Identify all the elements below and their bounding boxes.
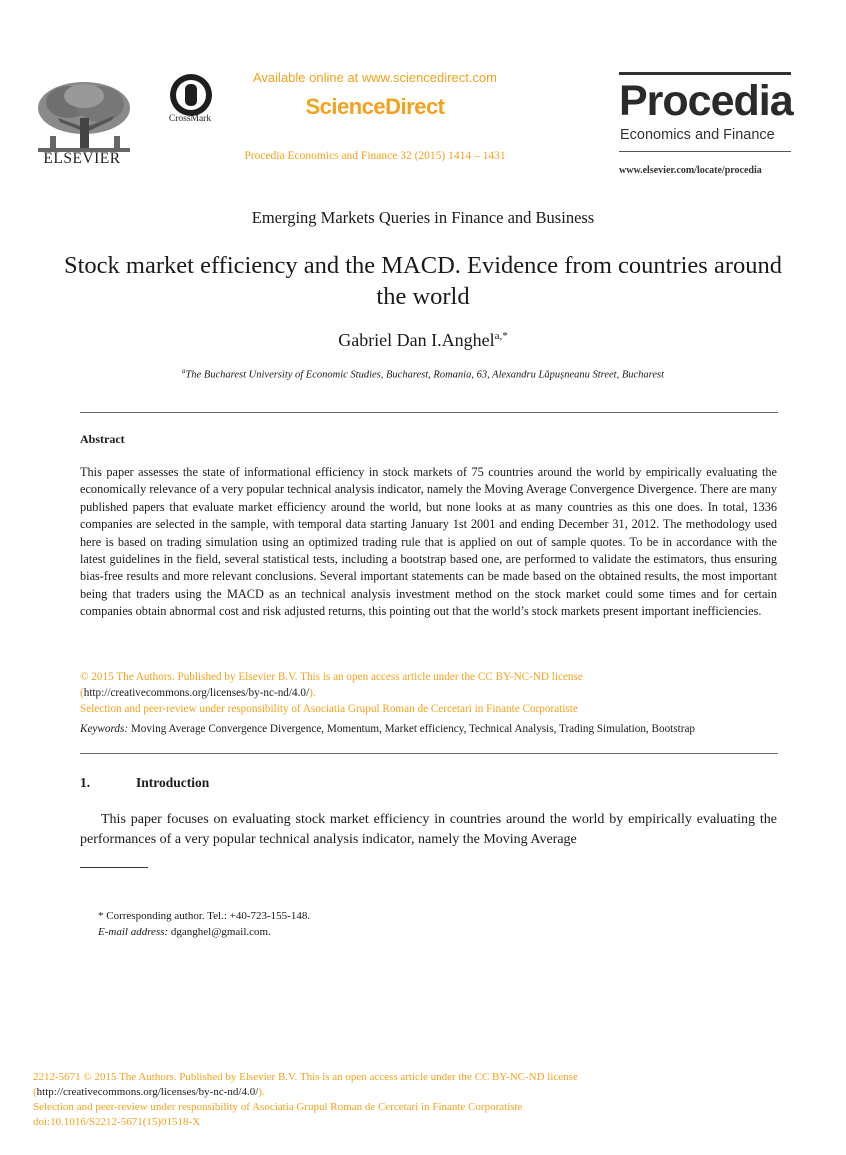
license-close-paren: ). bbox=[309, 687, 316, 699]
footer-peer-review: Selection and peer-review under responsibility of Asociatia Grupul Roman de Cercetari in Finante Corporatiste bbox=[33, 1101, 523, 1113]
procedia-top-rule bbox=[619, 72, 791, 75]
affiliation-mark: a bbox=[181, 367, 186, 375]
doi[interactable]: doi:10.1016/S2212-5671(15)01518-X bbox=[33, 1116, 201, 1128]
email-address[interactable]: dganghel@gmail.com. bbox=[170, 926, 271, 938]
issn-line: 2212-5671 © 2015 The Authors. Published by Elsevier B.V. This is an open access article under the CC BY-NC-ND license bbox=[33, 1071, 578, 1083]
license-block bbox=[80, 669, 780, 717]
license-open-paren: ( bbox=[80, 687, 84, 699]
procedia-subtitle: Economics and Finance bbox=[620, 127, 775, 143]
affiliation bbox=[0, 367, 846, 381]
author-line bbox=[0, 330, 846, 351]
keywords-label: Keywords: bbox=[80, 723, 129, 735]
abstract-bottom-rule bbox=[80, 753, 778, 754]
journal-reference: Procedia Economics and Finance 32 (2015) 1414 – 1431 bbox=[244, 150, 506, 162]
author-name: Gabriel Dan I.Anghel bbox=[338, 330, 495, 350]
section-number: 1. bbox=[80, 775, 91, 790]
corresponding-author: * Corresponding author. Tel.: +40-723-155-148. bbox=[98, 910, 311, 922]
elsevier-wordmark: ELSEVIER bbox=[43, 150, 121, 167]
abstract-heading: Abstract bbox=[80, 432, 125, 446]
page-title: Stock market efficiency and the MACD. Evidence from countries around the world bbox=[64, 252, 782, 310]
license-link[interactable]: http://creativecommons.org/licenses/by-nc-nd/4.0/ bbox=[83, 687, 310, 699]
crossmark-label: CrossMark bbox=[168, 114, 212, 124]
introduction-text: This paper focuses on evaluating stock market efficiency in countries around the world by empirically evaluating the performances of a very popular technical analysis indicator, namely the Moving Average bbox=[80, 812, 777, 847]
sciencedirect-logo[interactable]: ScienceDirect bbox=[305, 94, 445, 119]
procedia-bottom-rule bbox=[619, 151, 791, 152]
footnote bbox=[98, 908, 310, 940]
author-marks: a,* bbox=[494, 330, 508, 342]
license-line: © 2015 The Authors. Published by Elsevier B.V. This is an open access article under the CC BY-NC-ND license bbox=[80, 671, 583, 683]
section-title: Introduction bbox=[136, 775, 210, 790]
email-label: E-mail address: bbox=[98, 926, 169, 938]
section-heading-introduction bbox=[80, 775, 209, 791]
footnote-rule bbox=[80, 867, 148, 868]
procedia-url[interactable]: www.elsevier.com/locate/procedia bbox=[619, 165, 762, 176]
keywords bbox=[80, 723, 780, 735]
footer-license-link[interactable]: http://creativecommons.org/licenses/by-nc-nd/4.0/ bbox=[36, 1086, 259, 1098]
affiliation-text: The Bucharest University of Economic Studies, Bucharest, Romania, 63, Alexandru Lăpușneanu Street, Bucharest bbox=[185, 369, 665, 381]
page-footer bbox=[33, 1070, 733, 1130]
keywords-list: Moving Average Convergence Divergence, Momentum, Market efficiency, Technical Analysis, Trading Simulation, Bootstrap bbox=[130, 723, 696, 735]
abstract-text: This paper assesses the state of informational efficiency in stock markets of 75 countries around the world by empirically evaluating the economically relevance of a very popular technical analysis indicator, namely the Moving Average Convergence Divergence. There are many published papers that evaluate market efficiency around the world, but none looks at as many countries as this one does. In total, 1336 companies are selected in the sample, with temporal data starting January 1st 2001 and ending December 31, 2012. The methodology used here is based on trading simulation using an optimized trading rule that is applied on out of sample quotes. To be in accordance with the latest guidelines in the field, several statistical tests, including a bootstrap based one, are performed to validate the estimators, thus ensuring bias-free results and more relevant conclusions. Several important statements can be made based on the obtained results, the most important being that traders using the MACD as an technical analysis investment method on the stock market could some times and for certain companies obtain abnormal cost and risk adjusted returns, this pointing out that the world’s stock markets present important inefficiencies. bbox=[80, 465, 777, 619]
availability-link[interactable]: Available online at www.sciencedirect.com bbox=[253, 70, 497, 85]
peer-review-line: Selection and peer-review under responsibility of Asociatia Grupul Roman de Cercetari in Finante Corporatiste bbox=[80, 703, 578, 715]
procedia-logo: Procedia bbox=[619, 77, 793, 125]
abstract-top-rule bbox=[80, 412, 778, 413]
conference-name: Emerging Markets Queries in Finance and Business bbox=[251, 208, 595, 227]
footer-license-close-paren: ). bbox=[258, 1086, 265, 1098]
footer-license-open-paren: ( bbox=[33, 1086, 37, 1098]
